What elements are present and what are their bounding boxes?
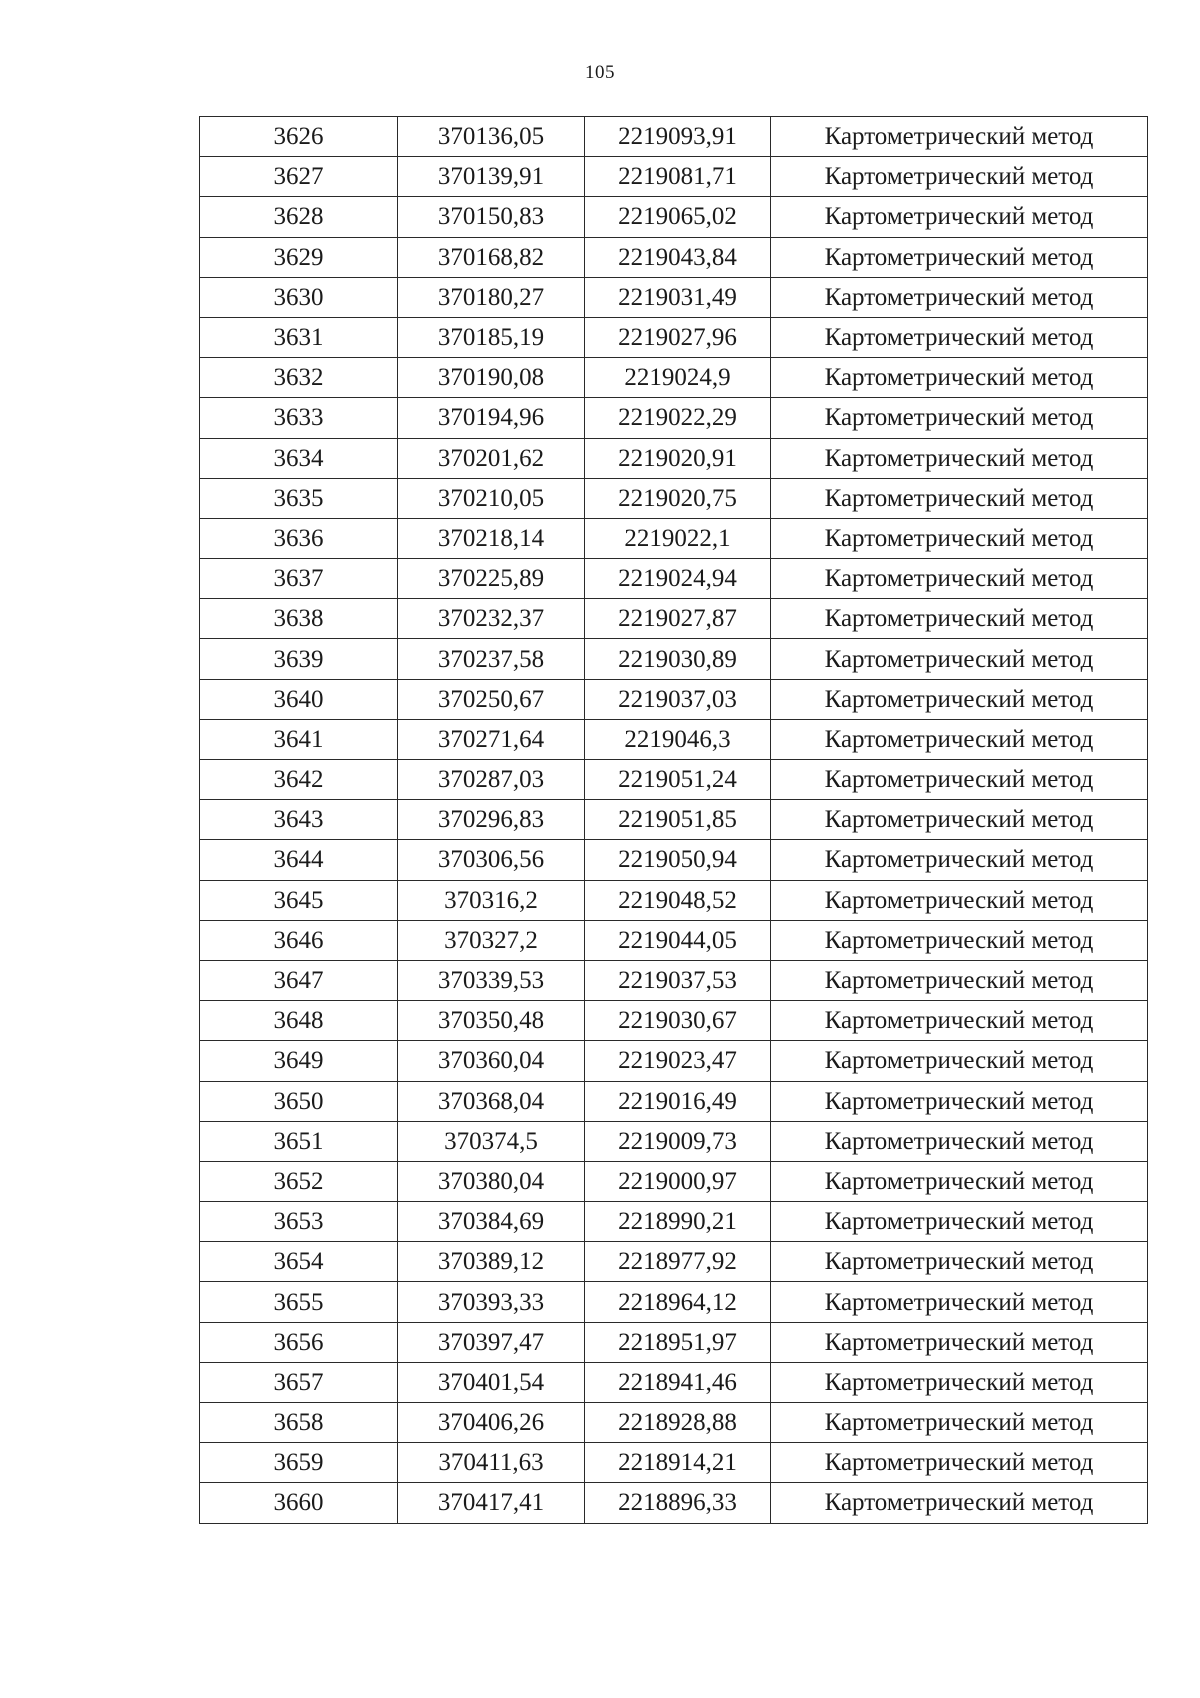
x-coordinate-cell: 370190,08 [398, 358, 585, 398]
y-coordinate-cell: 2219065,02 [585, 197, 771, 237]
point-number-cell: 3641 [200, 719, 398, 759]
x-coordinate-cell: 370350,48 [398, 1001, 585, 1041]
point-number-cell: 3630 [200, 277, 398, 317]
method-cell: Картометрический метод [771, 1483, 1148, 1523]
y-coordinate-cell: 2219030,89 [585, 639, 771, 679]
x-coordinate-cell: 370417,41 [398, 1483, 585, 1523]
table-row [200, 880, 1148, 920]
x-coordinate-cell: 370406,26 [398, 1403, 585, 1443]
table-row [200, 1121, 1148, 1161]
table-row [200, 1161, 1148, 1201]
y-coordinate-cell: 2218896,33 [585, 1483, 771, 1523]
table-row [200, 117, 1148, 157]
x-coordinate-cell: 370397,47 [398, 1322, 585, 1362]
x-coordinate-cell: 370411,63 [398, 1443, 585, 1483]
table-row [200, 840, 1148, 880]
coordinates-table-body [200, 117, 1148, 1524]
y-coordinate-cell: 2219048,52 [585, 880, 771, 920]
x-coordinate-cell: 370368,04 [398, 1081, 585, 1121]
y-coordinate-cell: 2219009,73 [585, 1121, 771, 1161]
y-coordinate-cell: 2219051,85 [585, 800, 771, 840]
table-row [200, 1242, 1148, 1282]
method-cell: Картометрический метод [771, 1121, 1148, 1161]
method-cell: Картометрический метод [771, 1322, 1148, 1362]
method-cell: Картометрический метод [771, 920, 1148, 960]
method-cell: Картометрический метод [771, 1282, 1148, 1322]
y-coordinate-cell: 2218928,88 [585, 1403, 771, 1443]
y-coordinate-cell: 2218977,92 [585, 1242, 771, 1282]
point-number-cell: 3657 [200, 1362, 398, 1402]
y-coordinate-cell: 2218941,46 [585, 1362, 771, 1402]
method-cell: Картометрический метод [771, 1403, 1148, 1443]
table-row [200, 398, 1148, 438]
point-number-cell: 3655 [200, 1282, 398, 1322]
point-number-cell: 3659 [200, 1443, 398, 1483]
y-coordinate-cell: 2219051,24 [585, 760, 771, 800]
x-coordinate-cell: 370287,03 [398, 760, 585, 800]
table-row [200, 277, 1148, 317]
x-coordinate-cell: 370168,82 [398, 237, 585, 277]
table-row [200, 800, 1148, 840]
method-cell: Картометрический метод [771, 1443, 1148, 1483]
y-coordinate-cell: 2219031,49 [585, 277, 771, 317]
method-cell: Картометрический метод [771, 157, 1148, 197]
x-coordinate-cell: 370339,53 [398, 960, 585, 1000]
method-cell: Картометрический метод [771, 358, 1148, 398]
point-number-cell: 3638 [200, 599, 398, 639]
y-coordinate-cell: 2219043,84 [585, 237, 771, 277]
method-cell: Картометрический метод [771, 398, 1148, 438]
y-coordinate-cell: 2219020,91 [585, 438, 771, 478]
table-row [200, 559, 1148, 599]
y-coordinate-cell: 2218951,97 [585, 1322, 771, 1362]
method-cell: Картометрический метод [771, 237, 1148, 277]
x-coordinate-cell: 370180,27 [398, 277, 585, 317]
table-row [200, 1362, 1148, 1402]
table-row [200, 1081, 1148, 1121]
y-coordinate-cell: 2219022,1 [585, 518, 771, 558]
y-coordinate-cell: 2219023,47 [585, 1041, 771, 1081]
x-coordinate-cell: 370150,83 [398, 197, 585, 237]
table-row [200, 1443, 1148, 1483]
x-coordinate-cell: 370306,56 [398, 840, 585, 880]
point-number-cell: 3643 [200, 800, 398, 840]
method-cell: Картометрический метод [771, 800, 1148, 840]
y-coordinate-cell: 2219093,91 [585, 117, 771, 157]
y-coordinate-cell: 2219046,3 [585, 719, 771, 759]
method-cell: Картометрический метод [771, 599, 1148, 639]
table-row [200, 719, 1148, 759]
table-row [200, 518, 1148, 558]
point-number-cell: 3654 [200, 1242, 398, 1282]
x-coordinate-cell: 370218,14 [398, 518, 585, 558]
table-row [200, 639, 1148, 679]
method-cell: Картометрический метод [771, 518, 1148, 558]
x-coordinate-cell: 370250,67 [398, 679, 585, 719]
y-coordinate-cell: 2219016,49 [585, 1081, 771, 1121]
point-number-cell: 3635 [200, 478, 398, 518]
method-cell: Картометрический метод [771, 760, 1148, 800]
table-row [200, 1282, 1148, 1322]
table-row [200, 1041, 1148, 1081]
x-coordinate-cell: 370136,05 [398, 117, 585, 157]
y-coordinate-cell: 2219081,71 [585, 157, 771, 197]
point-number-cell: 3649 [200, 1041, 398, 1081]
point-number-cell: 3626 [200, 117, 398, 157]
method-cell: Картометрический метод [771, 960, 1148, 1000]
table-row [200, 317, 1148, 357]
y-coordinate-cell: 2219027,87 [585, 599, 771, 639]
table-row [200, 960, 1148, 1000]
x-coordinate-cell: 370374,5 [398, 1121, 585, 1161]
coordinates-table [199, 116, 1148, 1524]
point-number-cell: 3646 [200, 920, 398, 960]
method-cell: Картометрический метод [771, 719, 1148, 759]
x-coordinate-cell: 370139,91 [398, 157, 585, 197]
point-number-cell: 3628 [200, 197, 398, 237]
method-cell: Картометрический метод [771, 1161, 1148, 1201]
point-number-cell: 3631 [200, 317, 398, 357]
y-coordinate-cell: 2219050,94 [585, 840, 771, 880]
point-number-cell: 3637 [200, 559, 398, 599]
table-row [200, 1322, 1148, 1362]
table-row [200, 679, 1148, 719]
x-coordinate-cell: 370194,96 [398, 398, 585, 438]
method-cell: Картометрический метод [771, 840, 1148, 880]
point-number-cell: 3642 [200, 760, 398, 800]
x-coordinate-cell: 370316,2 [398, 880, 585, 920]
x-coordinate-cell: 370271,64 [398, 719, 585, 759]
point-number-cell: 3651 [200, 1121, 398, 1161]
x-coordinate-cell: 370210,05 [398, 478, 585, 518]
method-cell: Картометрический метод [771, 478, 1148, 518]
x-coordinate-cell: 370296,83 [398, 800, 585, 840]
method-cell: Картометрический метод [771, 197, 1148, 237]
method-cell: Картометрический метод [771, 1362, 1148, 1402]
x-coordinate-cell: 370185,19 [398, 317, 585, 357]
method-cell: Картометрический метод [771, 117, 1148, 157]
point-number-cell: 3660 [200, 1483, 398, 1523]
point-number-cell: 3640 [200, 679, 398, 719]
method-cell: Картометрический метод [771, 1001, 1148, 1041]
table-row [200, 1001, 1148, 1041]
method-cell: Картометрический метод [771, 1041, 1148, 1081]
x-coordinate-cell: 370237,58 [398, 639, 585, 679]
y-coordinate-cell: 2219022,29 [585, 398, 771, 438]
point-number-cell: 3633 [200, 398, 398, 438]
point-number-cell: 3627 [200, 157, 398, 197]
y-coordinate-cell: 2219027,96 [585, 317, 771, 357]
method-cell: Картометрический метод [771, 679, 1148, 719]
x-coordinate-cell: 370384,69 [398, 1202, 585, 1242]
table-row [200, 760, 1148, 800]
table-row [200, 1483, 1148, 1523]
point-number-cell: 3658 [200, 1403, 398, 1443]
table-row [200, 478, 1148, 518]
y-coordinate-cell: 2219024,94 [585, 559, 771, 599]
table-row [200, 197, 1148, 237]
method-cell: Картометрический метод [771, 438, 1148, 478]
method-cell: Картометрический метод [771, 1242, 1148, 1282]
table-row [200, 1403, 1148, 1443]
point-number-cell: 3636 [200, 518, 398, 558]
point-number-cell: 3648 [200, 1001, 398, 1041]
point-number-cell: 3639 [200, 639, 398, 679]
point-number-cell: 3653 [200, 1202, 398, 1242]
y-coordinate-cell: 2219044,05 [585, 920, 771, 960]
method-cell: Картометрический метод [771, 639, 1148, 679]
x-coordinate-cell: 370401,54 [398, 1362, 585, 1402]
page-number: 105 [585, 62, 615, 83]
method-cell: Картометрический метод [771, 1202, 1148, 1242]
point-number-cell: 3644 [200, 840, 398, 880]
point-number-cell: 3629 [200, 237, 398, 277]
point-number-cell: 3645 [200, 880, 398, 920]
y-coordinate-cell: 2219037,53 [585, 960, 771, 1000]
method-cell: Картометрический метод [771, 277, 1148, 317]
method-cell: Картометрический метод [771, 559, 1148, 599]
table-row [200, 920, 1148, 960]
table-row [200, 438, 1148, 478]
point-number-cell: 3634 [200, 438, 398, 478]
y-coordinate-cell: 2219037,03 [585, 679, 771, 719]
y-coordinate-cell: 2219024,9 [585, 358, 771, 398]
y-coordinate-cell: 2218990,21 [585, 1202, 771, 1242]
y-coordinate-cell: 2218914,21 [585, 1443, 771, 1483]
x-coordinate-cell: 370327,2 [398, 920, 585, 960]
x-coordinate-cell: 370389,12 [398, 1242, 585, 1282]
x-coordinate-cell: 370201,62 [398, 438, 585, 478]
table-row [200, 358, 1148, 398]
table-row [200, 237, 1148, 277]
point-number-cell: 3650 [200, 1081, 398, 1121]
point-number-cell: 3656 [200, 1322, 398, 1362]
point-number-cell: 3632 [200, 358, 398, 398]
table-row [200, 157, 1148, 197]
table-row [200, 599, 1148, 639]
method-cell: Картометрический метод [771, 1081, 1148, 1121]
x-coordinate-cell: 370232,37 [398, 599, 585, 639]
table-row [200, 1202, 1148, 1242]
x-coordinate-cell: 370225,89 [398, 559, 585, 599]
point-number-cell: 3652 [200, 1161, 398, 1201]
method-cell: Картометрический метод [771, 317, 1148, 357]
y-coordinate-cell: 2218964,12 [585, 1282, 771, 1322]
x-coordinate-cell: 370360,04 [398, 1041, 585, 1081]
y-coordinate-cell: 2219030,67 [585, 1001, 771, 1041]
y-coordinate-cell: 2219000,97 [585, 1161, 771, 1201]
x-coordinate-cell: 370380,04 [398, 1161, 585, 1201]
x-coordinate-cell: 370393,33 [398, 1282, 585, 1322]
point-number-cell: 3647 [200, 960, 398, 1000]
method-cell: Картометрический метод [771, 880, 1148, 920]
y-coordinate-cell: 2219020,75 [585, 478, 771, 518]
